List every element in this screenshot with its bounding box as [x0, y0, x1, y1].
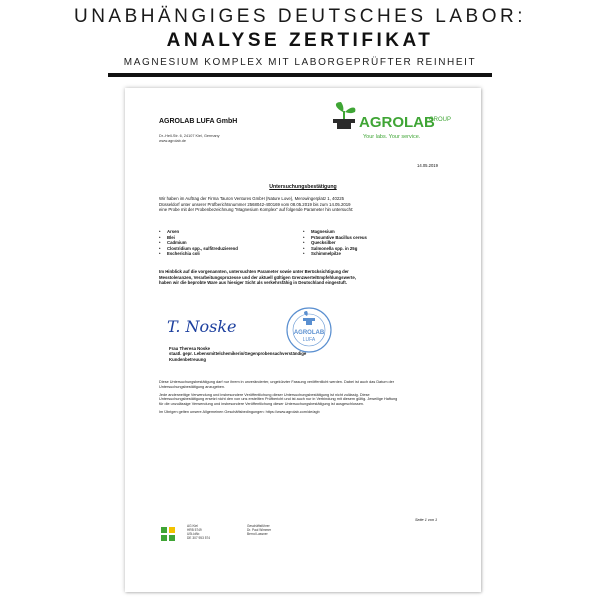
- certificate-document: [125, 88, 481, 592]
- parameter-item: • Schimmelpilze: [303, 251, 341, 256]
- svg-text:T. Noske: T. Noske: [167, 317, 237, 336]
- intro-paragraph: [159, 196, 457, 213]
- parameter-item: • Blei: [159, 234, 175, 240]
- parameter-item: • Quecksilber: [303, 240, 336, 245]
- parameter-item: • Escherichia coli: [159, 251, 200, 256]
- signer-block: [169, 346, 306, 362]
- logo-tagline: Your labs. Your service.: [363, 134, 421, 140]
- parameter-column-left: [159, 229, 238, 257]
- signer-department: Kundenbetreuung: [169, 356, 206, 362]
- agrolab-logo: [329, 100, 459, 148]
- company-website: www.agrolab.de: [159, 139, 187, 143]
- svg-text:AGROLAB: AGROLAB: [293, 330, 325, 336]
- parameter-column-right: [303, 229, 367, 257]
- conclusion-paragraph: [159, 269, 457, 286]
- page-number: Seite 1 von 1: [415, 518, 438, 522]
- sender-address: Dr.-Hell-Str. 6, 24107 Kiel, Germany: [159, 134, 220, 138]
- logo-suffix: GROUP: [429, 117, 452, 123]
- footer-registry: AG Kiel HRB 5749 USt-IdNr. DE 307 953 574: [187, 524, 211, 540]
- conclusion-line: Im Hinblick auf die vorgenannten, untersuchten Parameter sowie unter Berücksichtigung der: [159, 269, 349, 274]
- footer-logo-icon: [159, 525, 177, 543]
- conclusion-line: haben wir die beprobte Ware aus hiesiger Sicht als verkehrsfähig in Deutschland eingestuft.: [159, 280, 347, 285]
- signer-title: staatl. gepr. Lebensmittelchemikerin/Gegenprobensachverständige: [169, 351, 307, 357]
- note-paragraph: Diese Untersuchungsbestätigung darf nur ihrem in unveränderter, ungekürzter Fassung veröffentlicht werden. Dabei ist auch das Datum der Untersuchungsbestätigung anzugeben.: [159, 380, 395, 389]
- parameter-item: • Clostridium spp., sulfitreduzierend: [159, 245, 238, 251]
- company-name: AGROLAB LUFA GmbH: [159, 118, 238, 125]
- bench-icon: [333, 119, 355, 123]
- signer-name: Frau Theresa Noske: [169, 346, 211, 351]
- document-title: Untersuchungsbestätigung: [269, 184, 337, 190]
- header-divider: [108, 73, 492, 77]
- parameter-item: • Magnesium: [303, 229, 335, 234]
- header-subtitle: MAGNESIUM KOMPLEX MIT LABORGEPRÜFTER REINHEIT: [123, 57, 477, 68]
- intro-line: eine Probe mit der Probenbezeichnung "Magnesium Komplex" auf folgende Parameter hin untersucht:: [159, 207, 354, 213]
- intro-line: Wir haben im Auftrag der Firma Tauron Ventures GmbH (Nature Love), Merowingerplatz 1, 40225: [159, 196, 345, 201]
- plant-icon: [336, 102, 355, 119]
- handwritten-signature: [167, 310, 251, 340]
- intro-line: Düsseldorf unter unserer Prüfberichtsnummer 2568042-400169 vom 08.05.2019 bis zum 14.05.2019: [159, 201, 351, 207]
- svg-text:LUFA: LUFA: [302, 337, 316, 343]
- legal-notes: [159, 380, 459, 418]
- note-paragraph: Jede anderweitige Verwendung und insbesondere Veröffentlichung dieser Untersuchungsbestätigung ist nicht zulässig. Diese Untersuchungsbestätigung ersetzt nicht den von uns erstellten Prüfbericht und ist auch nur in Verbindung mit diesem gültig. Jeweilige Haftung für die unzulässige Verwendung und insbesondere Veröffentlichung dieser Untersuchungsbestätigung ist ausgeschlossen.: [159, 392, 398, 406]
- header-title: ANALYSE ZERTIFIKAT: [166, 30, 434, 51]
- logo-brand: AGROLAB: [359, 114, 435, 131]
- parameter-item: • Cadmium: [159, 240, 187, 245]
- header-line-1: UNABHÄNGIGES DEUTSCHES LABOR:: [73, 6, 527, 27]
- parameter-item: • Präsumtive Bacillus cereus: [303, 234, 367, 240]
- parameter-item: • Arsen: [159, 229, 180, 234]
- footer-management: Geschäftsführer Dr. Paul Wimmer Bernd Lassner: [247, 524, 272, 536]
- conclusion-line: Messtoleranzen, Verarbeitungsprozesse und der aktuell gültigen Grenzwerte/Empfehlungswerte,: [159, 274, 356, 280]
- note-paragraph: Im Übrigen gelten unsere Allgemeinen Geschäftsbedingungen: https://www.agrolab.com/de/agb: [159, 409, 320, 414]
- document-date: 14.05.2019: [417, 163, 438, 168]
- parameter-item: • Salmonella spp. in 25g: [303, 245, 358, 251]
